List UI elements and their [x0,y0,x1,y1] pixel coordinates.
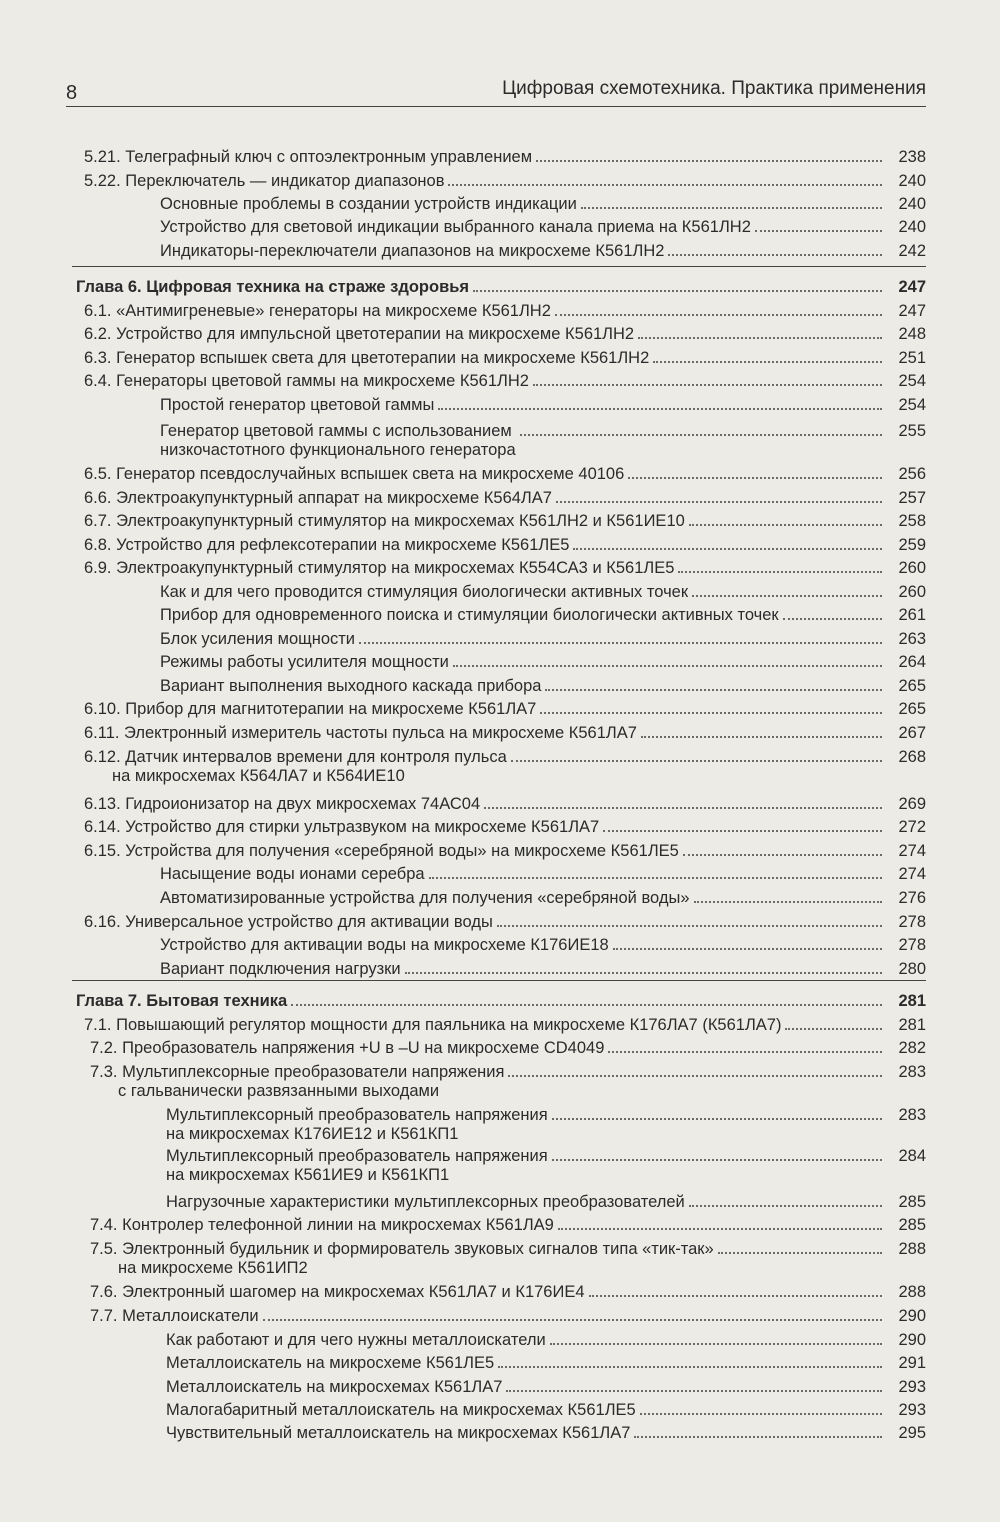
toc-entry-line: 6.10. Прибор для магнитотерапии на микросхеме К561ЛА7 [84,700,537,718]
toc-page-number: 260 [898,583,926,601]
toc-entry-title [84,816,603,839]
toc-entry-title [84,510,689,533]
toc-entry-title [84,557,678,580]
toc-subsection [160,581,926,604]
page-number: 8 [66,82,78,104]
toc-page-number: 285 [898,1193,926,1211]
toc-entry-line: Металлоискатель на микросхемах К561ЛА7 [166,1378,503,1396]
toc-entry-title [160,958,405,981]
toc-entry-line: Глава 7. Бытовая техника [76,992,288,1010]
toc-entry-title [84,911,497,934]
toc-subsection [166,1191,926,1214]
toc-entry-line: Вариант подключения нагрузки [160,960,401,978]
toc-entry-line: Простой генератор цветовой гаммы [160,396,435,414]
toc-entry-title [84,793,484,816]
toc-entry-line: Автоматизированные устройства для получения «серебряной воды» [160,889,690,907]
toc-section [90,1061,926,1101]
toc-page-number: 265 [898,677,926,695]
dot-leader [556,501,882,503]
running-title: Цифровая схемотехника. Практика применения [502,78,926,99]
dot-leader [718,1252,882,1254]
toc-page-number: 264 [898,653,926,671]
toc-entry-title [160,651,453,674]
toc-page-number: 247 [898,278,926,296]
toc-entry-line: низкочастотного функционального генератора [160,441,516,459]
toc-page-number: 274 [898,842,926,860]
dot-leader [438,408,882,410]
dot-leader [484,807,882,809]
toc-entry-line: 6.6. Электроакупунктурный аппарат на микросхеме К564ЛА7 [84,489,552,507]
toc-section [84,170,926,193]
toc-page-number: 248 [898,325,926,343]
toc-entry-line: Устройство для световой индикации выбранного канала приема на К561ЛН2 [160,218,751,236]
dot-leader [552,1118,882,1120]
toc-subsection [160,216,926,239]
toc-page-number: 257 [898,489,926,507]
chapter-divider [72,266,926,267]
toc-entry-line: 7.2. Преобразователь напряжения +U в –U на микросхеме CD4049 [90,1039,605,1057]
toc-page-number: 238 [898,148,926,166]
toc-entry-line: 6.1. «Антимигреневые» генераторы на микросхеме К561ЛН2 [84,302,551,320]
dot-leader [552,1159,882,1161]
toc-section [90,1238,926,1278]
toc-page-number: 281 [898,1016,926,1034]
dot-leader [608,1051,882,1053]
toc-entry-line: Блок усиления мощности [160,630,356,648]
toc-section [84,793,926,816]
dot-leader [506,1390,882,1392]
dot-leader [785,1028,882,1030]
dot-leader [613,948,882,950]
toc-subsection [166,1145,926,1185]
toc-entry-line: на микросхемах К176ИЕ12 и К561КП1 [166,1125,459,1143]
toc-entry-title [84,534,573,557]
toc-entry-line: 6.16. Универсальное устройство для активации воды [84,913,493,931]
toc-page-number: 256 [898,465,926,483]
toc-section [90,1305,926,1328]
dot-leader [640,1413,882,1415]
toc-page-number: 293 [898,1401,926,1419]
toc-subsection [166,1399,926,1422]
toc-entry-line: 5.22. Переключатель — индикатор диапазонов [84,172,445,190]
dot-leader [692,595,882,597]
dot-leader [783,618,882,620]
toc-entry-line: Как работают и для чего нужны металлоискатели [166,1331,546,1349]
toc-section [84,816,926,839]
toc-page-number: 283 [898,1106,926,1124]
toc-entry-title [90,1281,589,1304]
toc-entry-line: Насыщение воды ионами серебра [160,865,425,883]
toc-subsection [160,958,926,981]
toc-entry-title [160,628,359,651]
dot-leader [573,548,882,550]
dot-leader [558,1228,882,1230]
toc-page-number: 260 [898,559,926,577]
dot-leader [429,877,882,879]
dot-leader [694,901,882,903]
toc-entry-line: 6.11. Электронный измеритель частоты пульса на микросхеме К561ЛА7 [84,724,637,742]
dot-leader [668,254,882,256]
toc-entry-line: на микросхемах К561ИЕ9 и К561КП1 [166,1166,450,1184]
toc-entry-line: Мультиплексорный преобразователь напряжения [166,1106,548,1124]
toc-section [84,722,926,745]
toc-entry-title [166,1422,634,1445]
toc-page-number: 247 [898,302,926,320]
toc-page-number: 240 [898,172,926,190]
toc-entry-title [166,1399,640,1422]
dot-leader [589,1295,882,1297]
toc-page-number: 288 [898,1283,926,1301]
toc-entry-title [84,170,448,193]
toc-page-number: 254 [898,372,926,390]
dot-leader [540,712,882,714]
toc-entry-title [166,1352,498,1375]
toc-entry-title [84,370,533,393]
toc-entry-line: 6.7. Электроакупунктурный стимулятор на микросхемах К561ЛН2 и К561ИЕ10 [84,512,685,530]
toc-page-number: 295 [898,1424,926,1442]
toc-entry-line: 7.7. Металлоискатели [90,1307,259,1325]
dot-leader [511,760,882,762]
toc-subsection [160,863,926,886]
toc-subsection [160,193,926,216]
dot-leader [405,972,882,974]
toc-entry-title [90,1063,508,1101]
toc-section [84,146,926,169]
toc-entry-title [160,934,613,957]
toc-entry-title [84,748,511,786]
toc-entry-line: 6.15. Устройства для получения «серебряной воды» на микросхеме К561ЛЕ5 [84,842,679,860]
toc-entry-line: 7.4. Контролер телефонной линии на микросхемах К561ЛА9 [90,1216,554,1234]
toc-page-number: 290 [898,1307,926,1325]
toc-entry-title [84,463,628,486]
toc-entry-title [84,840,683,863]
toc-entry-title [84,487,556,510]
toc-chapter [76,990,926,1013]
toc-entry-title [84,1014,785,1037]
toc-section [84,487,926,510]
toc-entry-title [84,347,653,370]
toc-subsection [160,934,926,957]
toc-subsection [160,675,926,698]
toc-entry-title [166,1106,552,1144]
toc-entry-line: Генератор цветовой гаммы с использованием [160,422,512,440]
dot-leader [497,925,882,927]
dot-leader [555,314,882,316]
toc-page-number: 267 [898,724,926,742]
toc-section [84,463,926,486]
toc-page-number: 291 [898,1354,926,1372]
toc-entry-title [90,1305,263,1328]
toc-entry-title [76,276,473,299]
toc-section [90,1281,926,1304]
toc-entry-title [84,323,638,346]
toc-entry-line: Индикаторы-переключатели диапазонов на микросхеме К561ЛН2 [160,242,665,260]
toc-entry-title [90,1214,558,1237]
toc-entry-line: Нагрузочные характеристики мультиплексорных преобразователей [166,1193,685,1211]
toc-section [84,370,926,393]
toc-subsection [160,240,926,263]
toc-section [84,347,926,370]
toc-entry-line: 6.5. Генератор псевдослучайных вспышек света на микросхеме 40106 [84,465,625,483]
dot-leader [533,384,882,386]
toc-entry-line: 6.12. Датчик интервалов времени для контроля пульса [84,748,507,766]
dot-leader [453,665,882,667]
toc-entry-title [84,698,540,721]
toc-subsection [166,1352,926,1375]
toc-page-number: 269 [898,795,926,813]
toc-entry-line: 6.14. Устройство для стирки ультразвуком на микросхеме К561ЛА7 [84,818,600,836]
toc-entry-title [166,1191,689,1214]
toc-page-number: 240 [898,195,926,213]
dot-leader [603,830,882,832]
toc-entry-line: Устройство для активации воды на микросхеме К176ИЕ18 [160,936,609,954]
toc-page-number: 272 [898,818,926,836]
dot-leader [291,1004,882,1006]
toc-page-number: 280 [898,960,926,978]
dot-leader [520,434,882,436]
toc-subsection [166,1376,926,1399]
toc-entry-title [160,422,520,460]
toc-page-number: 278 [898,936,926,954]
toc-entry-line: 6.8. Устройство для рефлексотерапии на микросхеме К561ЛЕ5 [84,536,570,554]
toc-entry-line: Прибор для одновременного поиска и стимуляции биологически активных точек [160,606,779,624]
dot-leader [508,1075,882,1077]
toc-entry-title [160,216,755,239]
dot-leader [755,230,882,232]
toc-subsection [160,887,926,910]
toc-page-number: 285 [898,1216,926,1234]
dot-leader [689,1205,882,1207]
dot-leader [678,571,882,573]
chapter-divider [72,980,926,981]
toc-page-number: 259 [898,536,926,554]
dot-leader [641,736,882,738]
toc-page-number: 254 [898,396,926,414]
toc-entry-line: 7.5. Электронный будильник и формирователь звуковых сигналов типа «тик-так» [90,1240,714,1258]
toc-entry-line: Глава 6. Цифровая техника на страже здоровья [76,278,469,296]
dot-leader [536,160,882,162]
toc-entry-title [166,1329,550,1352]
toc-subsection [166,1104,926,1144]
toc-entry-title [84,300,555,323]
toc-entry-line: Как и для чего проводится стимуляция биологически активных точек [160,583,689,601]
toc-page-number: 258 [898,512,926,530]
toc-subsection [160,651,926,674]
toc-page-number: 251 [898,349,926,367]
toc-page-number: 255 [898,422,926,440]
toc-entry-line: 5.21. Телеграфный ключ с оптоэлектронным управлением [84,148,533,166]
toc-section [84,698,926,721]
toc-subsection [160,628,926,651]
toc-entry-line: Чувствительный металлоискатель на микросхемах К561ЛА7 [166,1424,631,1442]
toc-entry-title [90,1037,608,1060]
toc-entry-title [166,1376,506,1399]
toc-page-number: 263 [898,630,926,648]
toc-page-number: 278 [898,913,926,931]
toc-page-number: 290 [898,1331,926,1349]
toc-section [90,1037,926,1060]
toc-chapter [76,276,926,299]
dot-leader [473,290,882,292]
toc-entry-title [84,146,536,169]
toc-page-number: 268 [898,748,926,766]
dot-leader [683,854,882,856]
toc-section [84,1014,926,1037]
toc-entry-line: Металлоискатель на микросхеме К561ЛЕ5 [166,1354,495,1372]
dot-leader [653,361,882,363]
toc-entry-line: на микросхемах К564ЛА7 и К564ИЕ10 [112,767,405,785]
toc-section [84,323,926,346]
toc-entry-line: Режимы работы усилителя мощности [160,653,449,671]
toc-entry-line: 7.3. Мультиплексорные преобразователи напряжения [90,1063,505,1081]
toc-page-number: 261 [898,606,926,624]
dot-leader [638,337,882,339]
toc-entry-title [160,887,694,910]
dot-leader [581,207,882,209]
toc-page-number: 265 [898,700,926,718]
toc-entry-title [160,394,438,417]
toc-section [84,300,926,323]
toc-entry-line: с гальванически развязанными выходами [118,1082,440,1100]
toc-subsection [160,394,926,417]
toc-page-number: 274 [898,865,926,883]
toc-section [90,1214,926,1237]
toc-entry-line: Вариант выполнения выходного каскада прибора [160,677,542,695]
dot-leader [263,1319,882,1321]
toc-entry-title [160,675,545,698]
toc-page-number: 293 [898,1378,926,1396]
toc-entry-title [84,722,641,745]
toc-entry-line: 6.2. Устройство для импульсной цветотерапии на микросхеме К561ЛН2 [84,325,635,343]
toc-entry-line: на микросхеме К561ИП2 [118,1259,308,1277]
toc-entry-title [160,581,692,604]
toc-subsection [166,1329,926,1352]
toc-entry-line: 7.1. Повышающий регулятор мощности для паяльника на микросхеме К176ЛА7 (К561ЛА7) [84,1016,782,1034]
toc-section [84,534,926,557]
toc-section [84,840,926,863]
toc-entry-title [160,863,429,886]
toc-subsection [166,1422,926,1445]
toc-page-number: 276 [898,889,926,907]
toc-entry-line: 6.4. Генераторы цветовой гаммы на микросхеме К561ЛН2 [84,372,529,390]
toc-entry-line: Мультиплексорный преобразователь напряжения [166,1147,548,1165]
toc-page-number: 240 [898,218,926,236]
dot-leader [689,524,882,526]
dot-leader [550,1343,882,1345]
toc-entry-title [90,1240,718,1278]
toc-entry-title [166,1147,552,1185]
toc-entry-line: Малогабаритный металлоискатель на микросхемах К561ЛЕ5 [166,1401,636,1419]
running-header [66,70,926,107]
toc-page-number: 283 [898,1063,926,1081]
toc-page-number: 282 [898,1039,926,1057]
toc-entry-line: Основные проблемы в создании устройств индикации [160,195,577,213]
dot-leader [545,689,882,691]
toc-subsection [160,604,926,627]
toc-page-number: 288 [898,1240,926,1258]
dot-leader [634,1436,882,1438]
toc-entry-title [160,604,783,627]
dot-leader [359,642,882,644]
dot-leader [448,184,882,186]
dot-leader [498,1366,882,1368]
toc-section [84,911,926,934]
toc-subsection [160,420,926,460]
toc-page-number: 284 [898,1147,926,1165]
toc-entry-line: 6.13. Гидроионизатор на двух микросхемах 74АС04 [84,795,481,813]
toc-entry-title [76,990,291,1013]
toc-section [84,557,926,580]
toc-entry-line: 6.9. Электроакупунктурный стимулятор на микросхемах К554СА3 и К561ЛЕ5 [84,559,675,577]
toc-entry-title [160,240,668,263]
toc-page-number: 242 [898,242,926,260]
toc-entry-title [160,193,581,216]
toc-entry-line: 7.6. Электронный шагомер на микросхемах К561ЛА7 и К176ИЕ4 [90,1283,585,1301]
toc-page-number: 281 [898,992,926,1010]
toc-section [84,510,926,533]
toc-entry-line: 6.3. Генератор вспышек света для цветотерапии на микросхеме К561ЛН2 [84,349,650,367]
toc-section [84,746,926,786]
dot-leader [628,477,882,479]
